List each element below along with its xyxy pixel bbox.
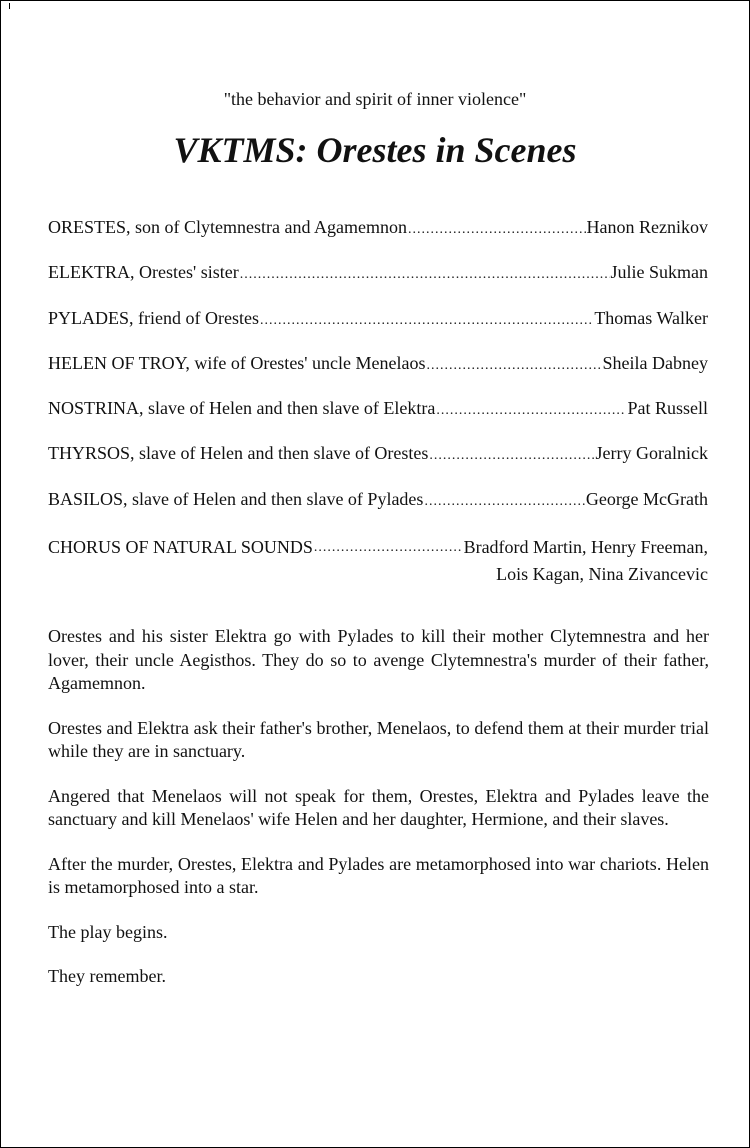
- chorus-actors: [464, 534, 708, 588]
- cast-list: [48, 217, 708, 588]
- page-mark: [9, 3, 10, 9]
- synopsis-paragraph: Orestes and his sister Elektra go with Pylades to kill their mother Clytemnestra and her lover, their uncle Aegisthos. They do so to avenge Clytemnestra's murder of their father, Agamemnon.: [48, 626, 709, 693]
- epigraph: "the behavior and spirit of inner violence": [223, 89, 527, 109]
- cast-row: [48, 262, 708, 307]
- dot-leader: [427, 358, 602, 374]
- cast-row: [48, 489, 708, 534]
- cast-actor: Julie Sukman: [610, 262, 708, 283]
- cast-role: ELEKTRA, Orestes' sister: [48, 262, 239, 283]
- cast-row: [48, 308, 708, 353]
- dot-leader: [260, 313, 593, 329]
- cast-actor: Jerry Goralnick: [595, 443, 708, 464]
- cast-actor: Thomas Walker: [594, 307, 708, 328]
- dot-leader: [436, 403, 626, 419]
- cast-actor: Hanon Reznikov: [586, 217, 708, 237]
- cast-row-chorus: [48, 534, 708, 588]
- synopsis-paragraph: Orestes and Elektra ask their father's brother, Menelaos, to defend them at their murder trial while they are in sanctuary.: [48, 717, 709, 761]
- cast-role: ORESTES, son of Clytemnestra and Agamemnon: [48, 217, 407, 237]
- dot-leader: [314, 534, 463, 561]
- cast-row: [48, 443, 708, 488]
- cast-role: THYRSOS, slave of Helen and then slave of Orestes: [48, 443, 429, 464]
- synopsis: [48, 625, 709, 1010]
- dot-leader: [424, 494, 584, 510]
- dot-leader: [408, 222, 586, 238]
- cast-role: BASILOS, slave of Helen and then slave of Pylades: [48, 488, 424, 509]
- page-title: VKTMS: Orestes in Scenes: [173, 130, 577, 170]
- cast-role: HELEN OF TROY, wife of Orestes' uncle Menelaos: [48, 352, 426, 373]
- chorus-actors-line: Lois Kagan, Nina Zivancevic: [496, 564, 708, 585]
- synopsis-paragraph: After the murder, Orestes, Elektra and Pylades are metamorphosed into war chariots. Helen is metamorphosed into a star.: [48, 853, 709, 897]
- cast-actor: George McGrath: [585, 488, 708, 509]
- cast-actor: Pat Russell: [627, 398, 708, 419]
- synopsis-paragraph: They remember.: [48, 966, 166, 986]
- synopsis-paragraph: The play begins.: [48, 921, 168, 942]
- chorus-actors-line: Bradford Martin, Henry Freeman,: [463, 537, 708, 558]
- cast-row: [48, 353, 708, 398]
- cast-role: PYLADES, friend of Orestes: [48, 307, 259, 328]
- cast-row: [48, 217, 708, 262]
- cast-role: CHORUS OF NATURAL SOUNDS: [48, 537, 313, 558]
- dot-leader: [240, 267, 610, 283]
- cast-role: NOSTRINA, slave of Helen and then slave of Elektra: [48, 398, 436, 419]
- synopsis-paragraph: Angered that Menelaos will not speak for them, Orestes, Elektra and Pylades leave the sanctuary and kill Menelaos' wife Helen and her daughter, Hermione, and their slaves.: [48, 785, 709, 829]
- cast-actor: Sheila Dabney: [602, 352, 708, 373]
- cast-row: [48, 398, 708, 443]
- dot-leader: [429, 448, 594, 464]
